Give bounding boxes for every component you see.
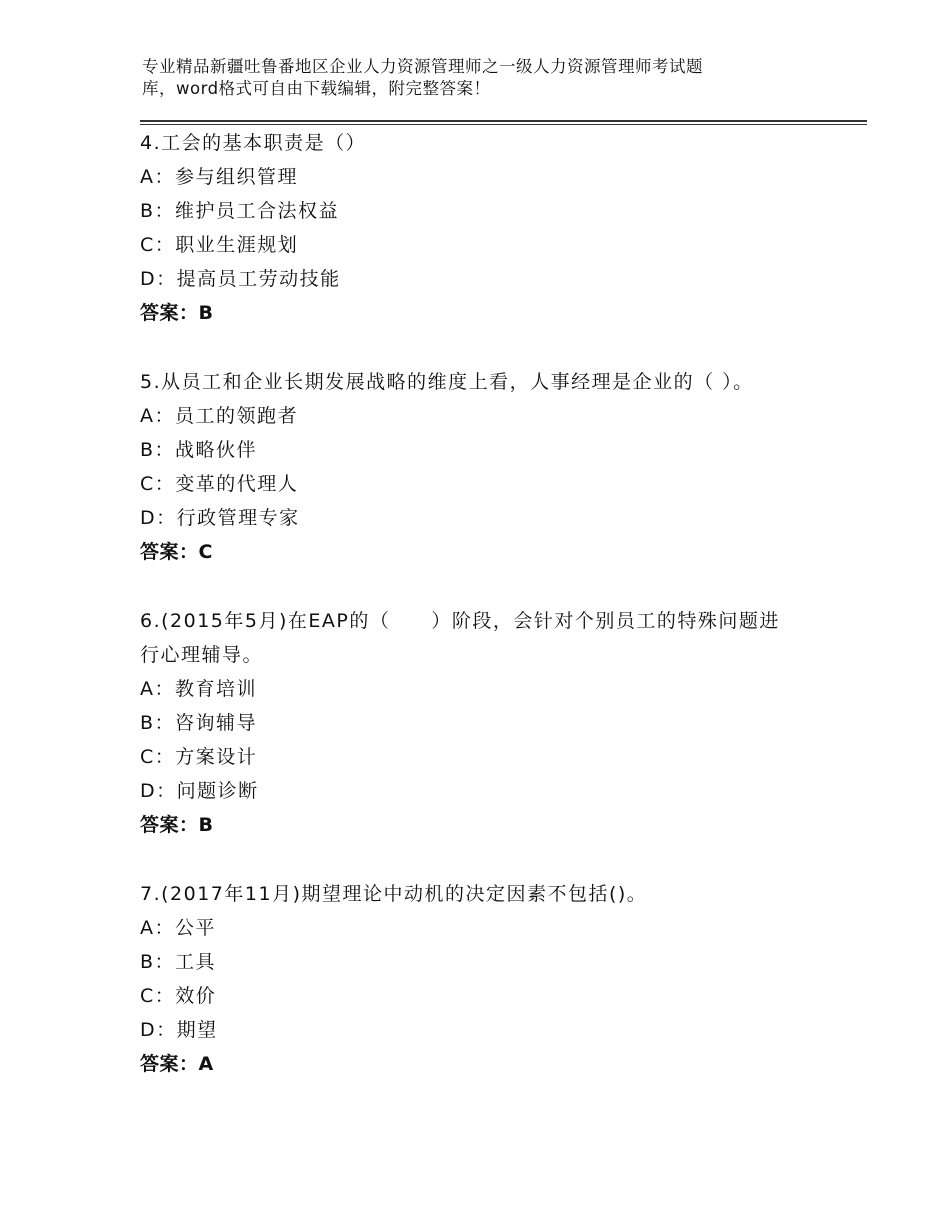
option-b: B：工具 — [140, 951, 217, 973]
document-header — [142, 56, 782, 100]
header-divider-thick — [140, 120, 867, 122]
answer-line: 答案：C — [140, 541, 213, 563]
question-stem: 7.(2017年11月)期望理论中动机的决定因素不包括()。 — [140, 883, 648, 905]
header-divider-thin — [140, 124, 867, 125]
answer-line: 答案：B — [140, 302, 214, 324]
answer-line: 答案：A — [140, 1053, 214, 1075]
question-stem: 6.(2015年5月)在EAP的（ ）阶段，会针对个别员工的特殊问题进行心理辅导。 — [140, 610, 780, 666]
answer-line: 答案：B — [140, 814, 214, 836]
question-5 — [140, 365, 840, 569]
option-d: D：提高员工劳动技能 — [140, 268, 341, 290]
option-b: B：维护员工合法权益 — [140, 200, 340, 222]
question-4 — [140, 126, 840, 330]
option-a: A：员工的领跑者 — [140, 405, 298, 427]
option-c: C：职业生涯规划 — [140, 234, 299, 256]
question-6 — [140, 604, 800, 842]
option-c: C：变革的代理人 — [140, 473, 299, 495]
header-line-2: 库，word格式可自由下载编辑，附完整答案！ — [142, 79, 491, 98]
option-d: D：问题诊断 — [140, 780, 259, 802]
option-a: A：教育培训 — [140, 678, 257, 700]
option-c: C：效价 — [140, 985, 217, 1007]
question-stem: 4.工会的基本职责是（） — [140, 132, 367, 154]
option-b: B：战略伙伴 — [140, 439, 258, 461]
option-a: A：公平 — [140, 917, 216, 939]
option-d: D：期望 — [140, 1019, 218, 1041]
question-stem: 5.从员工和企业长期发展战略的维度上看，人事经理是企业的（ ）。 — [140, 371, 754, 393]
option-d: D：行政管理专家 — [140, 507, 300, 529]
option-a: A：参与组织管理 — [140, 166, 298, 188]
question-7 — [140, 877, 840, 1081]
option-c: C：方案设计 — [140, 746, 258, 768]
header-line-1: 专业精品新疆吐鲁番地区企业人力资源管理师之一级人力资源管理师考试题 — [142, 57, 703, 76]
option-b: B：咨询辅导 — [140, 712, 258, 734]
